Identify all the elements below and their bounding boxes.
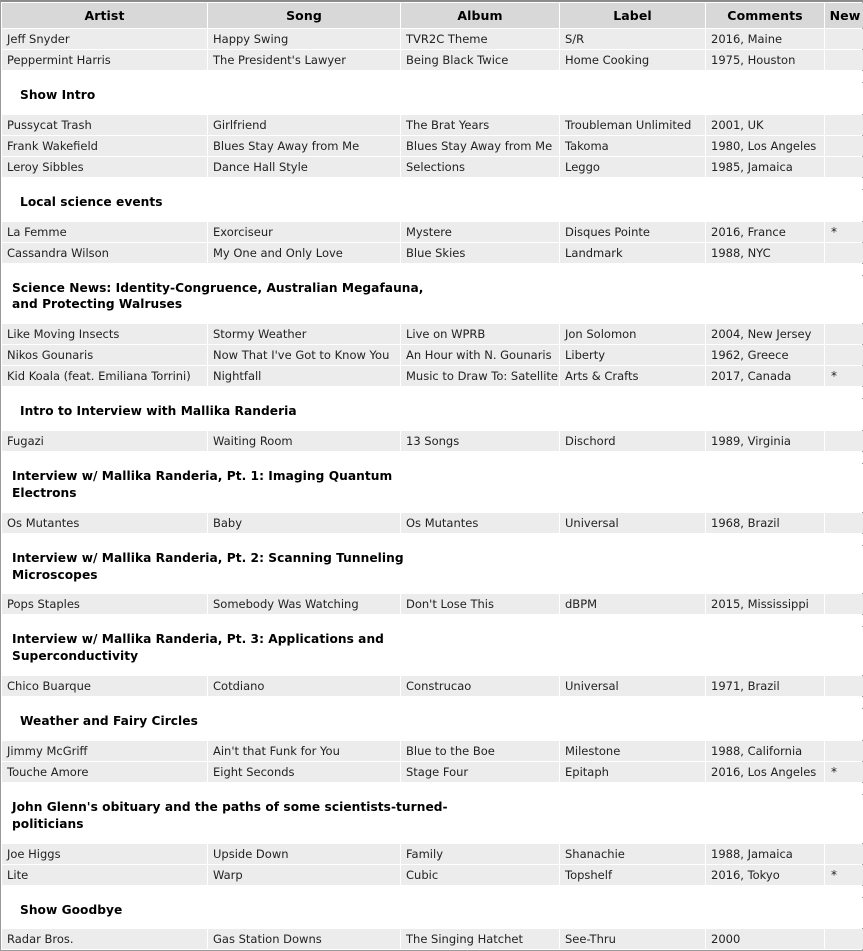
cell-song: The President's Lawyer (208, 50, 400, 70)
cell-new (825, 431, 863, 451)
section-heading-line: Superconductivity (12, 649, 139, 664)
cell-label: Shanachie (560, 844, 705, 864)
cell-artist: Joe Higgs (2, 844, 207, 864)
cell-label: Liberty (560, 345, 705, 365)
cell-label: Universal (560, 513, 705, 533)
cell-new (825, 243, 863, 263)
cell-artist: Peppermint Harris (2, 50, 207, 70)
section-heading-line: Local science events (20, 194, 163, 209)
cell-artist: Frank Wakefield (2, 136, 207, 156)
cell-new (825, 29, 863, 49)
new-release-star-icon: * (831, 224, 837, 239)
cell-artist: La Femme (2, 222, 207, 242)
cell-new (825, 345, 863, 365)
cell-new (825, 222, 863, 242)
cell-label: Home Cooking (560, 50, 705, 70)
table-header-row (2, 3, 863, 28)
section-heading (2, 83, 863, 114)
table-row[interactable] (2, 865, 863, 885)
cell-album: Mystere (401, 222, 559, 242)
section-spacer-cell (2, 71, 863, 82)
cell-song: Baby (208, 513, 400, 533)
table-header (2, 3, 863, 28)
section-spacer (2, 178, 863, 189)
table-row[interactable] (2, 431, 863, 451)
cell-new (825, 762, 863, 782)
cell-label: Leggo (560, 157, 705, 177)
playlist-table (1, 2, 863, 950)
section-spacer (2, 534, 863, 545)
section-spacer (2, 615, 863, 626)
cell-comments: 2001, UK (706, 115, 824, 135)
cell-label: Milestone (560, 741, 705, 761)
cell-comments: 1988, Jamaica (706, 844, 824, 864)
section-spacer-cell (2, 783, 863, 794)
table-row[interactable] (2, 929, 863, 949)
table-row[interactable] (2, 345, 863, 365)
table-row[interactable] (2, 513, 863, 533)
cell-new (825, 676, 863, 696)
cell-comments: 2016, Maine (706, 29, 824, 49)
cell-comments: 1980, Los Angeles (706, 136, 824, 156)
cell-album: Live on WPRB (401, 324, 559, 344)
section-heading (2, 464, 863, 512)
cell-new (825, 50, 863, 70)
cell-song: Eight Seconds (208, 762, 400, 782)
cell-label: Arts & Crafts (560, 366, 705, 386)
section-heading-line: Microscopes (12, 567, 98, 582)
column-header-album[interactable]: Album (401, 3, 559, 28)
section-heading-row (2, 709, 863, 740)
cell-song: Exorciseur (208, 222, 400, 242)
cell-artist: Cassandra Wilson (2, 243, 207, 263)
cell-song: Warp (208, 865, 400, 885)
cell-comments: 2004, New Jersey (706, 324, 824, 344)
cell-new (825, 157, 863, 177)
cell-album: Being Black Twice (401, 50, 559, 70)
cell-album: Blue to the Boe (401, 741, 559, 761)
column-header-artist[interactable]: Artist (2, 3, 207, 28)
cell-label: S/R (560, 29, 705, 49)
cell-label: Topshelf (560, 865, 705, 885)
section-heading-row (2, 83, 863, 114)
table-body (2, 29, 863, 949)
cell-album: Os Mutantes (401, 513, 559, 533)
cell-label: See-Thru (560, 929, 705, 949)
table-row[interactable] (2, 243, 863, 263)
section-heading-line: Interview w/ Mallika Randeria, Pt. 3: Applications and (12, 632, 384, 647)
cell-comments: 2016, Los Angeles (706, 762, 824, 782)
cell-artist: Fugazi (2, 431, 207, 451)
section-heading (2, 627, 863, 675)
section-heading-row (2, 399, 863, 430)
section-heading-row (2, 546, 863, 594)
section-heading-line: Show Goodbye (20, 902, 123, 917)
table-row[interactable] (2, 115, 863, 135)
section-heading-row (2, 898, 863, 929)
section-heading (2, 546, 863, 594)
section-heading-line: Science News: Identity-Congruence, Australian Megafauna, (12, 280, 424, 295)
cell-comments: 1985, Jamaica (706, 157, 824, 177)
cell-new (825, 324, 863, 344)
table-row[interactable] (2, 594, 863, 614)
cell-song: Happy Swing (208, 29, 400, 49)
new-release-star-icon: * (831, 369, 837, 384)
cell-label: Universal (560, 676, 705, 696)
section-spacer-cell (2, 615, 863, 626)
cell-comments: 2000 (706, 929, 824, 949)
cell-comments: 1962, Greece (706, 345, 824, 365)
cell-label: Epitaph (560, 762, 705, 782)
section-heading-row (2, 276, 863, 324)
cell-new (825, 366, 863, 386)
cell-artist: Like Moving Insects (2, 324, 207, 344)
column-header-comments[interactable]: Comments (706, 3, 824, 28)
section-heading (2, 709, 863, 740)
cell-comments: 1989, Virginia (706, 431, 824, 451)
cell-song: Waiting Room (208, 431, 400, 451)
section-spacer (2, 697, 863, 708)
cell-artist: Os Mutantes (2, 513, 207, 533)
section-heading (2, 795, 863, 843)
section-spacer-cell (2, 387, 863, 398)
section-spacer-cell (2, 264, 863, 275)
cell-artist: Kid Koala (feat. Emiliana Torrini) (2, 366, 207, 386)
cell-song: My One and Only Love (208, 243, 400, 263)
section-heading (2, 190, 863, 221)
cell-label: Dischord (560, 431, 705, 451)
cell-song: Gas Station Downs (208, 929, 400, 949)
cell-album: 13 Songs (401, 431, 559, 451)
cell-new (825, 929, 863, 949)
cell-song: Blues Stay Away from Me (208, 136, 400, 156)
cell-comments: 1968, Brazil (706, 513, 824, 533)
cell-song: Girlfriend (208, 115, 400, 135)
cell-song: Somebody Was Watching (208, 594, 400, 614)
cell-album: The Singing Hatchet (401, 929, 559, 949)
cell-album: Stage Four (401, 762, 559, 782)
cell-label: Disques Pointe (560, 222, 705, 242)
cell-label: dBPM (560, 594, 705, 614)
cell-artist: Nikos Gounaris (2, 345, 207, 365)
cell-song: Ain't that Funk for You (208, 741, 400, 761)
cell-song: Stormy Weather (208, 324, 400, 344)
cell-artist: Lite (2, 865, 207, 885)
cell-label: Landmark (560, 243, 705, 263)
cell-album: The Brat Years (401, 115, 559, 135)
section-spacer (2, 452, 863, 463)
section-spacer (2, 886, 863, 897)
section-heading (2, 276, 863, 324)
cell-album: Blues Stay Away from Me (401, 136, 559, 156)
section-heading (2, 399, 863, 430)
section-spacer-cell (2, 178, 863, 189)
table-row[interactable] (2, 676, 863, 696)
section-heading-row (2, 464, 863, 512)
section-spacer-cell (2, 452, 863, 463)
new-release-star-icon: * (831, 867, 837, 882)
table-row[interactable] (2, 844, 863, 864)
cell-comments: 2016, Tokyo (706, 865, 824, 885)
table-row[interactable] (2, 324, 863, 344)
section-spacer-cell (2, 886, 863, 897)
section-spacer-cell (2, 697, 863, 708)
section-spacer (2, 264, 863, 275)
cell-new (825, 115, 863, 135)
table-row[interactable] (2, 741, 863, 761)
cell-album: Construcao (401, 676, 559, 696)
cell-comments: 2015, Mississippi (706, 594, 824, 614)
table-row[interactable] (2, 50, 863, 70)
section-heading (2, 898, 863, 929)
cell-artist: Leroy Sibbles (2, 157, 207, 177)
cell-album: An Hour with N. Gounaris (401, 345, 559, 365)
table-row[interactable] (2, 222, 863, 242)
cell-album: Music to Draw To: Satellite (401, 366, 559, 386)
section-heading-row (2, 627, 863, 675)
cell-new (825, 865, 863, 885)
cell-artist: Jeff Snyder (2, 29, 207, 49)
cell-artist: Pops Staples (2, 594, 207, 614)
cell-album: Family (401, 844, 559, 864)
section-heading-line: Weather and Fairy Circles (20, 714, 198, 729)
cell-song: Now That I've Got to Know You (208, 345, 400, 365)
section-heading-row (2, 190, 863, 221)
cell-artist: Jimmy McGriff (2, 741, 207, 761)
new-release-star-icon: * (831, 764, 837, 779)
cell-comments: 1988, California (706, 741, 824, 761)
cell-new (825, 136, 863, 156)
table-row[interactable] (2, 762, 863, 782)
cell-song: Cotdiano (208, 676, 400, 696)
cell-label: Troubleman Unlimited (560, 115, 705, 135)
section-heading-line: Interview w/ Mallika Randeria, Pt. 1: Imaging Quantum (12, 469, 393, 484)
column-header-new[interactable]: New (825, 3, 863, 28)
section-heading-line: Electrons (12, 485, 77, 500)
cell-label: Takoma (560, 136, 705, 156)
cell-new (825, 844, 863, 864)
section-spacer (2, 783, 863, 794)
cell-song: Nightfall (208, 366, 400, 386)
section-heading-line: John Glenn's obituary and the paths of some scientists-turned- (12, 799, 448, 814)
cell-new (825, 513, 863, 533)
section-spacer-cell (2, 534, 863, 545)
column-header-label[interactable]: Label (560, 3, 705, 28)
cell-artist: Touche Amore (2, 762, 207, 782)
cell-song: Upside Down (208, 844, 400, 864)
table-row[interactable] (2, 29, 863, 49)
section-heading-line: Intro to Interview with Mallika Randeria (20, 404, 297, 419)
section-heading-line: and Protecting Walruses (12, 297, 183, 312)
cell-album: TVR2C Theme (401, 29, 559, 49)
section-heading-line: Interview w/ Mallika Randeria, Pt. 2: Scanning Tunneling (12, 550, 404, 565)
cell-song: Dance Hall Style (208, 157, 400, 177)
cell-new (825, 741, 863, 761)
cell-album: Selections (401, 157, 559, 177)
cell-label: Jon Solomon (560, 324, 705, 344)
cell-comments: 1971, Brazil (706, 676, 824, 696)
cell-artist: Radar Bros. (2, 929, 207, 949)
section-heading-line: politicians (12, 816, 84, 831)
table-row[interactable] (2, 366, 863, 386)
table-row[interactable] (2, 157, 863, 177)
section-heading-row (2, 795, 863, 843)
section-heading-line: Show Intro (20, 88, 96, 102)
section-spacer (2, 387, 863, 398)
column-header-song[interactable]: Song (208, 3, 400, 28)
cell-artist: Pussycat Trash (2, 115, 207, 135)
cell-new (825, 594, 863, 614)
table-row[interactable] (2, 136, 863, 156)
cell-comments: 1988, NYC (706, 243, 824, 263)
cell-comments: 2017, Canada (706, 366, 824, 386)
cell-album: Blue Skies (401, 243, 559, 263)
cell-album: Don't Lose This (401, 594, 559, 614)
cell-comments: 1975, Houston (706, 50, 824, 70)
section-spacer (2, 71, 863, 82)
cell-artist: Chico Buarque (2, 676, 207, 696)
cell-album: Cubic (401, 865, 559, 885)
cell-comments: 2016, France (706, 222, 824, 242)
